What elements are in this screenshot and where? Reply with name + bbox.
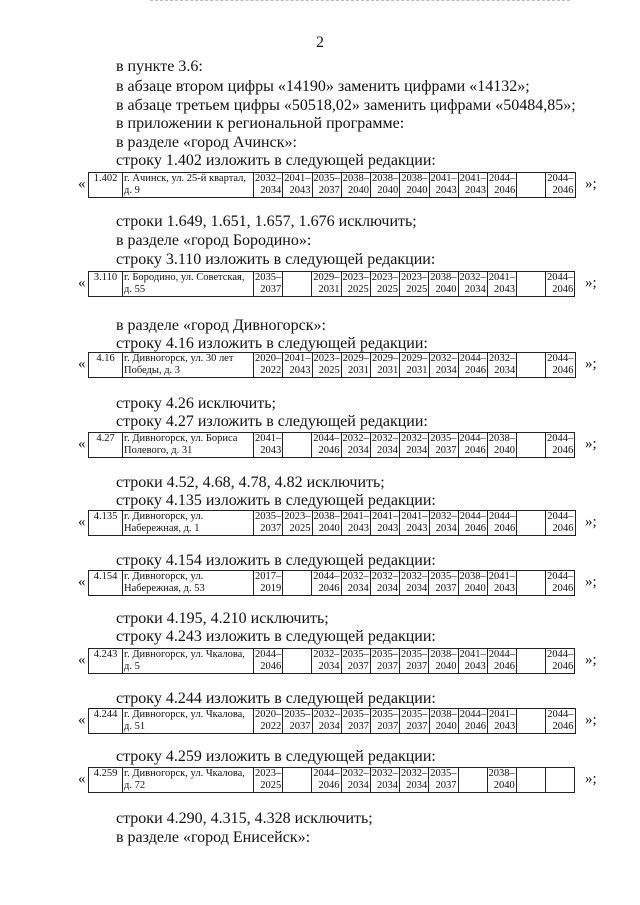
table-row <box>89 353 576 378</box>
year-range-cell: 2038– 2040 <box>430 709 457 732</box>
year-range-cell <box>517 353 546 378</box>
year-range-cell: 2044– 2046 <box>459 511 486 534</box>
year-range-cell: 2029– 2031 <box>372 353 399 376</box>
year-range-cell: 2041– 2043 <box>459 173 486 196</box>
year-range-cell: 2044– 2046 <box>313 768 340 791</box>
table-row <box>89 433 575 458</box>
year-range-cell: 2044– 2046 <box>489 511 516 534</box>
year-range-cell: 2032– 2034 <box>342 571 369 594</box>
year-range-cell: 2044– 2046 <box>255 649 282 672</box>
year-range-cell <box>458 768 487 793</box>
year-range-cell: 2041– 2043 <box>459 649 486 672</box>
year-range-cell: 2044– 2046 <box>547 511 574 534</box>
year-range-cell <box>545 768 574 793</box>
year-range-cell: 2044– 2046 <box>547 571 574 594</box>
open-quote: « <box>78 652 86 668</box>
year-range-cell <box>517 511 546 536</box>
year-range-cell: 2041– 2043 <box>342 511 369 534</box>
year-range-cell <box>283 649 312 674</box>
year-range-cell: 2044– 2046 <box>547 173 574 196</box>
open-quote: « <box>78 771 86 787</box>
address-cell: г. Дивногорск, ул. 30 лет Победы, д. 3 <box>123 353 254 378</box>
year-range-cell: 2041– 2043 <box>488 272 515 295</box>
year-range-cell: 2035– 2037 <box>430 768 457 791</box>
text-line: в разделе «город Ачинск»: <box>116 134 297 151</box>
year-range-cell: 2038– 2040 <box>342 173 369 196</box>
text-line: строку 4.16 изложить в следующей редакции: <box>116 335 428 352</box>
year-range-cell: 2038– 2040 <box>430 649 457 672</box>
year-range-cell: 2029– 2031 <box>342 353 369 376</box>
open-quote: « <box>78 712 86 728</box>
year-range-cell: 2032– 2034 <box>342 433 369 456</box>
address-cell: г. Ачинск, ул. 25-й квартал, д. 9 <box>123 173 254 198</box>
year-range-cell: 2038– 2040 <box>430 272 457 295</box>
year-range-cell: 2041– 2043 <box>401 511 428 534</box>
close-quote: »; <box>585 574 597 590</box>
year-range-cell: 2023– 2025 <box>313 353 340 376</box>
year-range-cell: 2044– 2046 <box>547 272 574 295</box>
year-range-cell: 2038– 2040 <box>401 173 428 196</box>
year-range-cell: 2023– 2025 <box>255 768 282 791</box>
year-range-cell: 2035– 2037 <box>284 709 311 732</box>
open-quote: « <box>78 514 86 530</box>
open-quote: « <box>78 574 86 590</box>
year-range-cell: 2044– 2046 <box>547 649 574 672</box>
year-range-cell: 2035– 2037 <box>342 709 369 732</box>
year-range-cell: 2035– 2037 <box>372 709 399 732</box>
top-scan-mark <box>150 0 570 4</box>
year-range-cell: 2038– 2040 <box>313 511 340 534</box>
year-range-cell: 2029– 2031 <box>313 272 340 295</box>
close-quote: »; <box>585 652 597 668</box>
year-range-cell: 2032– 2034 <box>489 353 516 376</box>
address-cell: г. Дивногорск, ул. Набережная, д. 1 <box>123 511 254 536</box>
year-range-cell: 2035– 2037 <box>401 649 428 672</box>
table-row <box>89 768 575 793</box>
table-row <box>89 709 576 734</box>
year-range-cell: 2023– 2025 <box>342 272 369 295</box>
year-range-cell: 2035– 2037 <box>371 649 398 672</box>
open-quote: « <box>78 356 86 372</box>
year-range-cell: 2041– 2043 <box>489 709 516 732</box>
row-number-cell: 1.402 <box>89 173 123 198</box>
year-range-cell: 2032– 2034 <box>371 768 398 791</box>
year-range-cell: 2032– 2034 <box>371 433 398 456</box>
text-line: в пункте 3.6: <box>116 58 203 75</box>
year-range-cell: 2032– 2034 <box>401 768 428 791</box>
program-row-table <box>88 271 575 297</box>
year-range-cell <box>517 173 546 198</box>
row-number-cell: 4.243 <box>89 649 123 674</box>
year-range-cell: 2035– 2037 <box>342 649 369 672</box>
close-quote: »; <box>585 356 597 372</box>
text-line: строку 4.244 изложить в следующей редакции: <box>116 690 436 707</box>
year-range-cell: 2032– 2034 <box>313 709 340 732</box>
text-line: строку 4.26 исключить; <box>116 395 276 412</box>
year-range-cell: 2044– 2046 <box>547 353 574 376</box>
table-row <box>89 649 575 674</box>
text-line: строку 1.402 изложить в следующей редакции: <box>116 152 436 169</box>
row-number-cell: 4.27 <box>89 433 123 458</box>
year-range-cell <box>283 433 312 458</box>
year-range-cell <box>283 272 312 297</box>
year-range-cell: 2029– 2031 <box>401 353 428 376</box>
text-line: в абзаце третьем цифры «50518,02» заменить цифрами «50484,85»; <box>116 97 576 114</box>
text-line: строку 3.110 изложить в следующей редакции: <box>116 251 436 268</box>
row-number-cell: 4.244 <box>89 709 123 734</box>
year-range-cell: 2032– 2034 <box>459 272 486 295</box>
text-line: строку 4.135 изложить в следующей редакции: <box>116 492 436 509</box>
year-range-cell: 2041– 2043 <box>488 571 515 594</box>
address-cell: г. Дивногорск, ул. Чкалова, д. 51 <box>123 709 254 734</box>
year-range-cell: 2038– 2040 <box>372 173 399 196</box>
year-range-cell: 2044– 2046 <box>459 353 486 376</box>
close-quote: »; <box>585 176 597 192</box>
open-quote: « <box>78 176 86 192</box>
year-range-cell: 2038– 2040 <box>459 571 486 594</box>
year-range-cell: 2041– 2043 <box>284 173 311 196</box>
address-cell: г. Дивногорск, ул. Набережная, д. 53 <box>123 571 254 596</box>
close-quote: »; <box>585 771 597 787</box>
text-line: строки 4.195, 4.210 исключить; <box>116 610 329 627</box>
year-range-cell: 2023– 2025 <box>284 511 311 534</box>
year-range-cell: 2020– 2022 <box>255 709 282 732</box>
row-number-cell: 4.154 <box>89 571 123 596</box>
table-row <box>89 511 576 536</box>
year-range-cell: 2035– 2037 <box>313 173 340 196</box>
text-line: в приложении к региональной программе: <box>116 115 405 132</box>
year-range-cell: 2044– 2046 <box>547 433 574 456</box>
address-cell: г. Дивногорск, ул. Бориса Полевого, д. 31 <box>123 433 254 458</box>
close-quote: »; <box>585 275 597 291</box>
close-quote: »; <box>585 514 597 530</box>
year-range-cell <box>517 272 546 297</box>
program-row-table <box>88 432 575 458</box>
text-line: строку 4.243 изложить в следующей редакции: <box>116 628 436 645</box>
year-range-cell: 2044– 2046 <box>313 571 340 594</box>
program-row-table <box>88 510 576 536</box>
page-number: 2 <box>316 34 324 51</box>
text-line: строки 4.290, 4.315, 4.328 исключить; <box>116 810 373 827</box>
year-range-cell <box>516 768 545 793</box>
table-row <box>89 173 576 198</box>
text-line: в абзаце втором цифры «14190» заменить цифрами «14132»; <box>116 78 530 95</box>
year-range-cell: 2041– 2043 <box>284 353 311 376</box>
text-line: в разделе «город Дивногорск»: <box>116 317 326 334</box>
year-range-cell: 2032– 2034 <box>430 511 457 534</box>
year-range-cell: 2032– 2034 <box>401 571 428 594</box>
address-cell: г. Дивногорск, ул. Чкалова, д. 5 <box>123 649 254 674</box>
year-range-cell: 2032– 2034 <box>401 433 428 456</box>
program-row-table <box>88 352 576 378</box>
year-range-cell: 2044– 2046 <box>488 649 515 672</box>
year-range-cell: 2035– 2037 <box>430 433 457 456</box>
text-line: в разделе «город Енисейск»: <box>116 829 311 846</box>
close-quote: »; <box>585 712 597 728</box>
table-row <box>89 571 575 596</box>
address-cell: г. Бородино, ул. Советская, д. 55 <box>123 272 254 297</box>
address-cell: г. Дивногорск, ул. Чкалова, д. 72 <box>123 768 254 793</box>
row-number-cell: 4.135 <box>89 511 123 536</box>
year-range-cell: 2032– 2034 <box>430 353 457 376</box>
year-range-cell <box>283 768 312 793</box>
year-range-cell: 2032– 2034 <box>313 649 340 672</box>
program-row-table <box>88 648 575 674</box>
year-range-cell: 2038– 2040 <box>488 768 515 791</box>
text-line: строку 4.259 изложить в следующей редакции: <box>116 748 436 765</box>
row-number-cell: 4.259 <box>89 768 123 793</box>
row-number-cell: 3.110 <box>89 272 123 297</box>
year-range-cell: 2041– 2043 <box>372 511 399 534</box>
year-range-cell: 2044– 2046 <box>459 709 486 732</box>
text-line: строки 4.52, 4.68, 4.78, 4.82 исключить; <box>116 474 385 491</box>
program-row-table <box>88 172 576 198</box>
program-row-table <box>88 708 576 734</box>
open-quote: « <box>78 275 86 291</box>
year-range-cell: 2044– 2046 <box>489 173 516 196</box>
year-range-cell: 2044– 2046 <box>459 433 486 456</box>
year-range-cell: 2017– 2019 <box>255 571 282 594</box>
text-line: в разделе «город Бородино»: <box>116 232 312 249</box>
year-range-cell: 2032– 2034 <box>255 173 282 196</box>
year-range-cell: 2044– 2046 <box>313 433 340 456</box>
year-range-cell <box>517 571 546 596</box>
year-range-cell: 2041– 2043 <box>255 433 282 456</box>
year-range-cell: 2020– 2022 <box>255 353 282 376</box>
year-range-cell: 2038– 2040 <box>488 433 515 456</box>
year-range-cell <box>283 571 312 596</box>
open-quote: « <box>78 436 86 452</box>
year-range-cell <box>517 709 546 734</box>
year-range-cell: 2041– 2043 <box>430 173 457 196</box>
program-row-table <box>88 570 575 596</box>
year-range-cell: 2023– 2025 <box>401 272 428 295</box>
text-line: строку 4.154 изложить в следующей редакции: <box>116 552 436 569</box>
text-line: строку 4.27 изложить в следующей редакции: <box>116 413 428 430</box>
year-range-cell: 2035– 2037 <box>255 272 282 295</box>
year-range-cell: 2035– 2037 <box>401 709 428 732</box>
year-range-cell: 2035– 2037 <box>430 571 457 594</box>
text-line: строки 1.649, 1.651, 1.657, 1.676 исключить; <box>116 213 417 230</box>
row-number-cell: 4.16 <box>89 353 123 378</box>
program-row-table <box>88 767 575 793</box>
year-range-cell <box>517 649 546 674</box>
year-range-cell: 2023– 2025 <box>371 272 398 295</box>
year-range-cell: 2044– 2046 <box>547 709 574 732</box>
year-range-cell: 2035– 2037 <box>255 511 282 534</box>
year-range-cell: 2032– 2034 <box>342 768 369 791</box>
table-row <box>89 272 575 297</box>
year-range-cell <box>517 433 546 458</box>
close-quote: »; <box>585 436 597 452</box>
year-range-cell: 2032– 2034 <box>371 571 398 594</box>
